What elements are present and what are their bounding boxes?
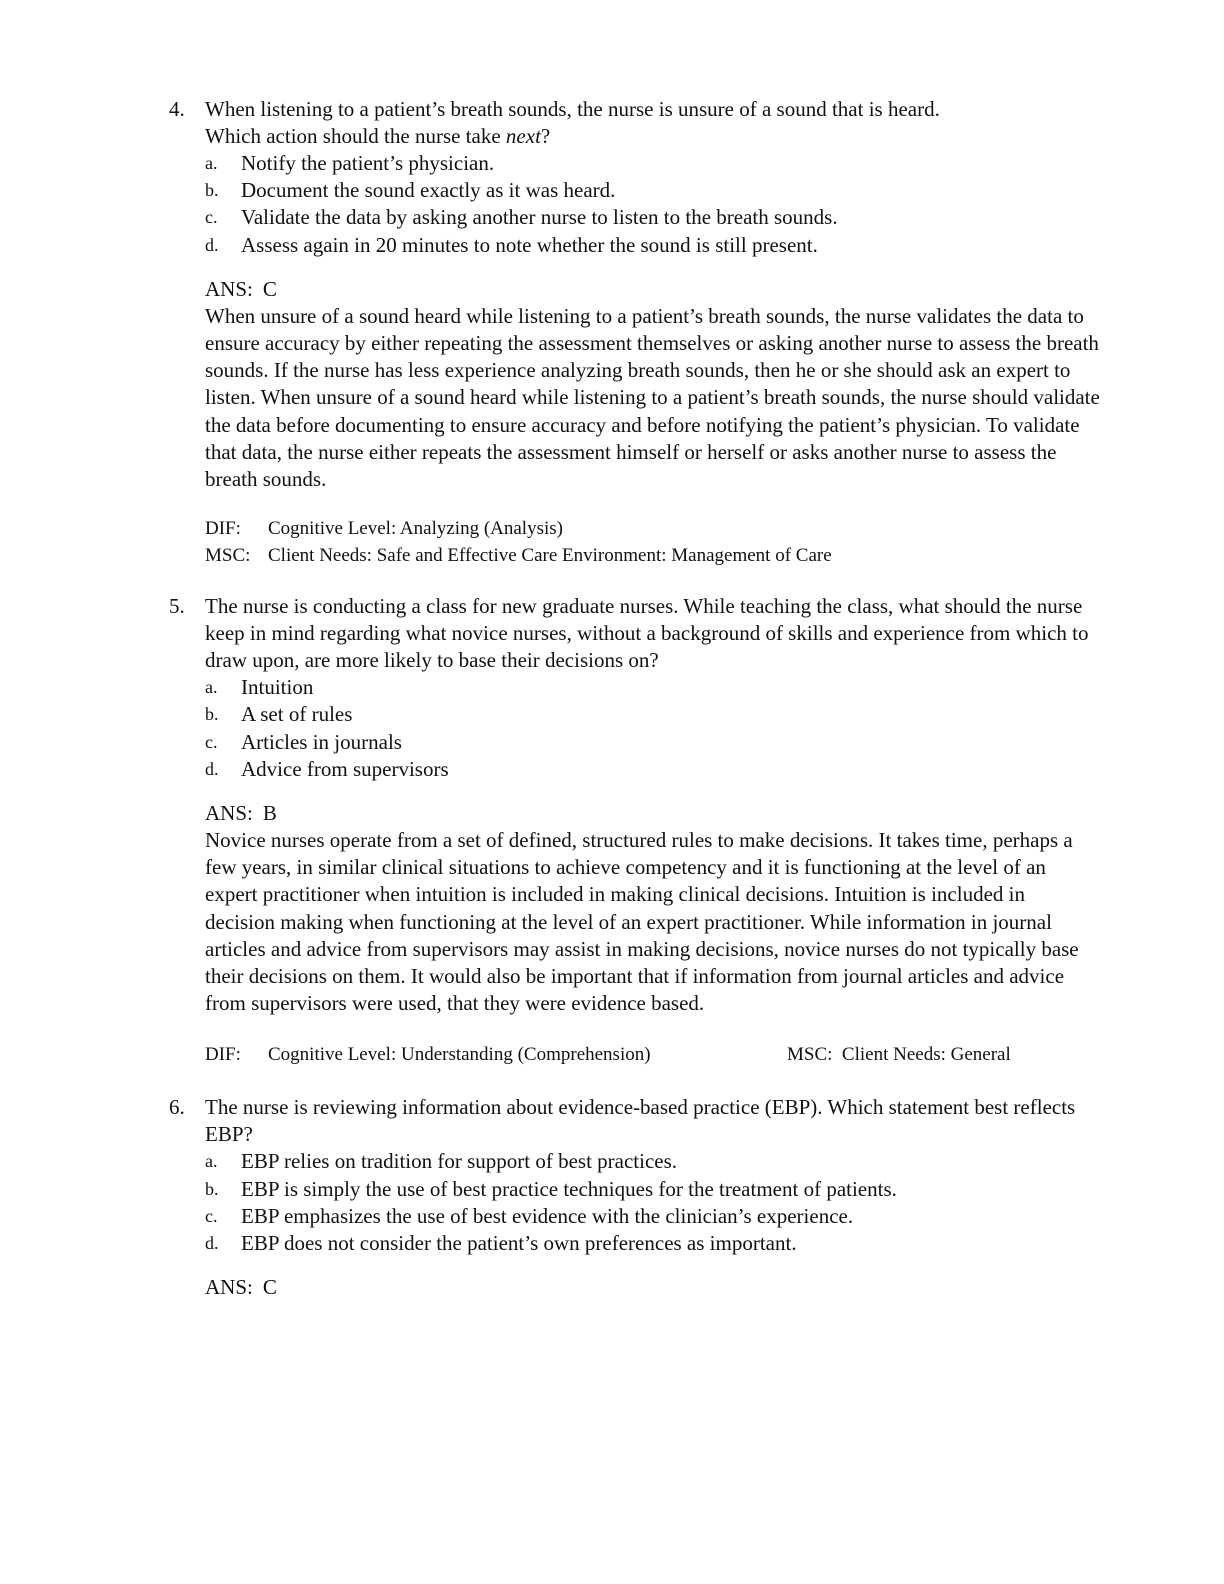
answer-option [0,701,1224,728]
option-letter: a. [205,1151,218,1172]
question-metadata [205,515,1105,569]
answer-options [0,150,1224,259]
stem-text: ? [540,124,551,148]
option-text: Intuition [241,675,314,700]
option-text: A set of rules [241,702,353,727]
answer-option [0,232,1224,259]
answer-option [0,150,1224,177]
document-page [0,96,1224,1301]
answer-option [0,729,1224,756]
answer-option [0,177,1224,204]
option-letter: b. [205,180,219,201]
answer-key [205,276,1224,303]
question-metadata [205,1041,1105,1068]
option-letter: b. [205,1178,219,1199]
option-text: Assess again in 20 minutes to note whether the sound is still present. [241,232,818,257]
answer-options [0,674,1224,783]
answer-label: ANS: [205,276,253,301]
option-text: EBP relies on tradition for support of best practices. [241,1149,678,1174]
option-letter: d. [205,1232,219,1253]
answer-value: C [262,276,277,301]
option-text: Articles in journals [241,729,402,754]
dif-row [205,515,1105,542]
option-text: Notify the patient’s physician. [241,151,495,175]
msc-value: Client Needs: General [841,1044,1011,1066]
answer-value: C [262,1275,277,1300]
question-6 [0,1094,1224,1301]
option-letter: c. [205,1205,218,1226]
answer-option [0,204,1224,231]
option-text: Validate the data by asking another nurse to listen to the breath sounds. [241,205,838,230]
option-text: EBP emphasizes the use of best evidence with the clinician’s experience. [241,1203,854,1228]
msc-group [787,1041,1011,1068]
option-text: EBP is simply the use of best practice techniques for the treatment of patients. [241,1176,897,1201]
option-letter: c. [205,731,218,752]
answer-option [0,674,1224,701]
question-stem-line: When listening to a patient’s breath sounds, the nurse is unsure of a sound that is heard. [205,97,940,121]
msc-label: MSC: [205,545,251,567]
msc-value: Client Needs: Safe and Effective Care Environment: Management of Care [268,545,832,567]
option-letter: a. [205,677,218,698]
option-text: Advice from supervisors [241,756,449,781]
dif-label: DIF: [205,1044,241,1066]
answer-option [0,756,1224,783]
option-letter: a. [205,153,218,173]
option-letter: d. [205,234,219,255]
question-number: 5. [169,594,185,619]
dif-value: Cognitive Level: Understanding (Comprehension) [268,1044,651,1066]
question-number: 6. [169,1095,185,1120]
answer-key [205,1274,1224,1301]
question-5 [0,593,1224,1068]
option-letter: d. [205,758,219,779]
msc-label: MSC: [787,1044,833,1066]
option-text: EBP does not consider the patient’s own preferences as important. [241,1230,797,1255]
option-text: Document the sound exactly as it was heard. [241,178,616,203]
question-stem [205,96,1105,150]
stem-emphasis: next [505,124,541,148]
option-letter: b. [205,704,219,725]
answer-value: B [262,800,277,825]
question-stem-line [205,123,1105,150]
dif-label: DIF: [205,518,241,540]
answer-label: ANS: [205,800,253,825]
answer-option [0,1176,1224,1203]
question-stem: The nurse is conducting a class for new graduate nurses. While teaching the class, what should the nurse keep in mind regarding what novice nurses, without a background of skills and experience from which to draw upon, are more likely to base their decisions on? [205,594,1089,673]
rationale: When unsure of a sound heard while listening to a patient’s breath sounds, the nurse validates the data to ensure accuracy by either repeating the assessment themselves or asking another nurse to assess the breath sounds. If the nurse has less experience analyzing breath sounds, then he or she should ask an expert to listen. When unsure of a sound heard while listening to a patient’s breath sounds, the nurse should validate the data before documenting to ensure accuracy and before notifying the patient’s physician. To validate that data, the nurse either repeats the assessment himself or herself or asks another nurse to assess the breath sounds. [205,303,1100,491]
answer-label: ANS: [205,1275,253,1300]
option-letter: c. [205,207,218,228]
answer-option [0,1203,1224,1230]
answer-option [0,1230,1224,1257]
msc-row [205,542,1105,569]
answer-option [0,1148,1224,1175]
answer-options [0,1148,1224,1257]
question-number: 4. [169,97,185,121]
question-stem: The nurse is reviewing information about evidence-based practice (EBP). Which statement best reflects EBP? [205,1095,1076,1147]
dif-msc-row [205,1041,1105,1068]
stem-text: Which action should the nurse take [205,124,506,148]
answer-key [205,800,1224,827]
dif-value: Cognitive Level: Analyzing (Analysis) [268,518,563,540]
question-4 [0,96,1224,569]
rationale: Novice nurses operate from a set of defined, structured rules to make decisions. It takes time, perhaps a few years, in similar clinical situations to achieve competency and it is functioning at the level of an expert practitioner when intuition is included in making clinical decisions. Intuition is included in decision making when functioning at the level of an expert practitioner. While information in journal articles and advice from supervisors may assist in making decisions, novice nurses do not typically base their decisions on them. It would also be important that if information from journal articles and advice from supervisors were used, that they were evidence based. [205,827,1079,1016]
